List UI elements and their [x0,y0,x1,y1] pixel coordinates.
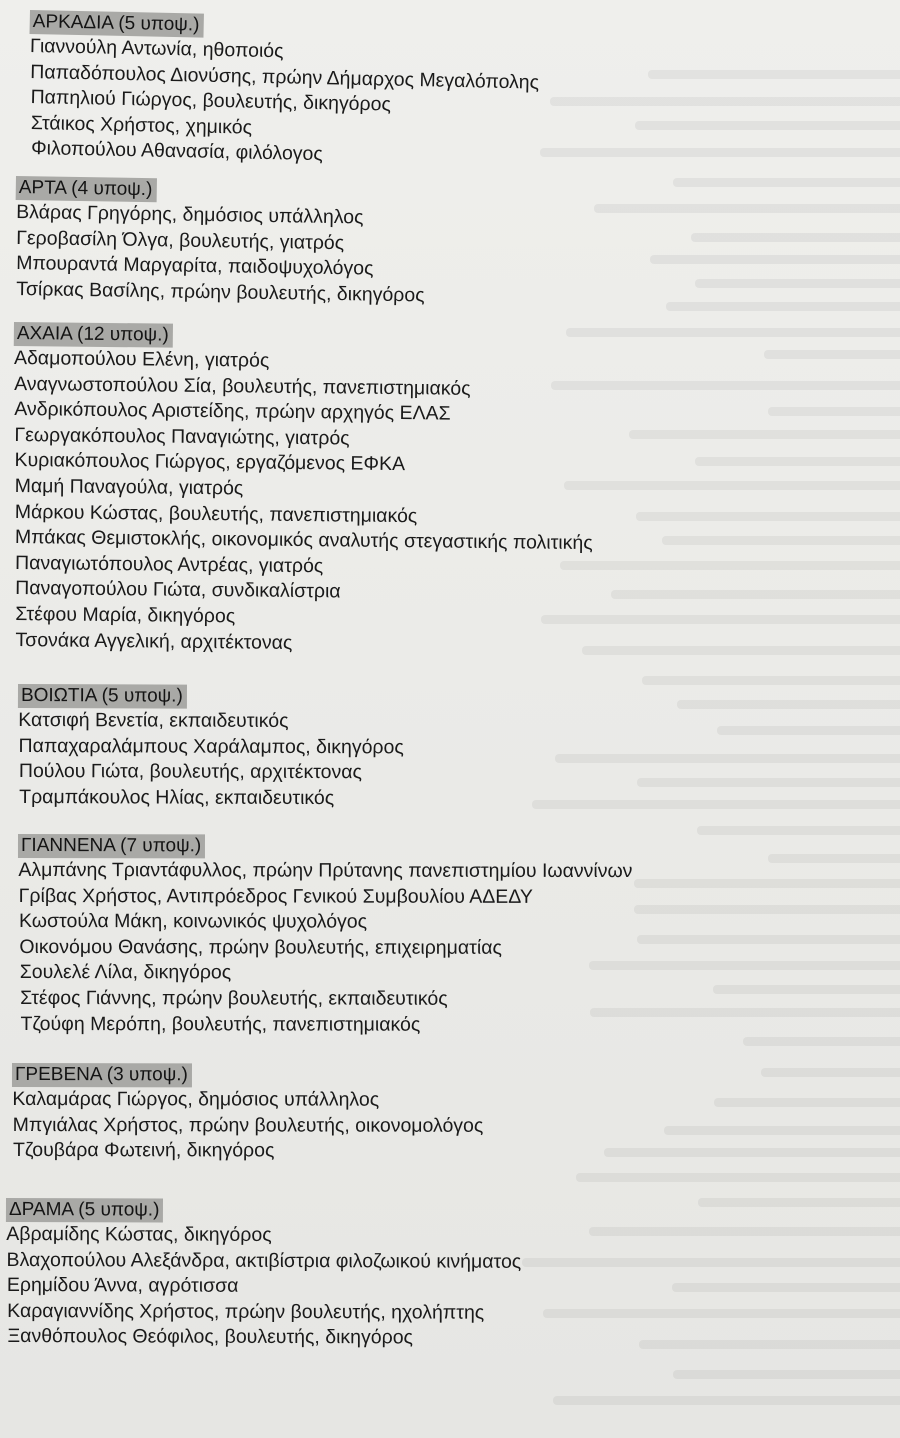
region-heading: ΑΡΤΑ (4 υποψ.) [16,176,157,202]
candidate-entry: Τσονάκα Αγγελική, αρχιτέκτονας [15,628,293,654]
region-section-arkadia [27,10,900,181]
candidate-entry: Γεωργακόπουλος Παναγιώτης, γιατρός [14,423,350,450]
candidate-entry: Στάικος Χρήστος, χημικός [30,111,253,139]
candidate-entry: Σουλελέ Λίλα, δικηγόρος [19,961,232,984]
candidate-entry: Ξανθόπουλος Θεόφιλος, βουλευτής, δικηγόρος [7,1325,414,1349]
candidate-entry: Παπαχαραλάμπους Χαράλαμπος, δικηγόρος [18,734,404,758]
candidate-entry: Μπγιάλας Χρήστος, πρώην βουλευτής, οικονομολόγος [12,1113,484,1137]
region-section-giannena [18,834,900,1039]
region-section-drama [5,1198,900,1353]
region-section-achaia [11,322,900,663]
candidate-entry: Κωστούλα Μάκη, κοινωνικός ψυχολόγος [19,910,368,933]
region-heading: ΓΡΕΒΕΝΑ (3 υποψ.) [12,1063,192,1087]
candidate-entry: Κατσιφή Βενετία, εκπαιδευτικός [18,709,289,732]
candidate-entry: Τραμπάκουλος Ηλίας, εκπαιδευτικός [19,785,335,809]
region-heading: ΓΙΑΝΝΕΝΑ (7 υποψ.) [18,834,205,858]
candidate-entry: Στέφος Γιάννης, πρώην βουλευτής, εκπαιδευτικός [20,986,448,1010]
candidate-entry: Οικονόμου Θανάσης, πρώην βουλευτής, επιχειρηματίας [19,935,502,959]
candidate-entry: Παναγοπούλου Γιώτα, συνδικαλίστρια [15,577,341,603]
region-section-arta [14,176,900,316]
candidate-entry: Μπουραντά Μαργαρίτα, παιδοψυχολόγος [16,252,374,280]
candidate-entry: Παπαδόπουλος Διονύσης, πρώην Δήμαρχος Μεγαλόπολης [30,60,540,94]
candidate-entry: Αναγνωστοπούλου Σία, βουλευτής, πανεπιστημιακός [14,372,471,400]
candidate-entry: Παπηλιού Γιώργος, βουλευτής, δικηγόρος [30,86,392,116]
candidate-entry: Ερημίδου Άννα, αγρότισσα [6,1274,239,1297]
region-heading: ΑΧΑΙΑ (12 υποψ.) [14,322,173,348]
candidate-entry: Πούλου Γιώτα, βουλευτής, αρχιτέκτονας [18,760,362,784]
candidate-entry: Τσίρκας Βασίλης, πρώην βουλευτής, δικηγόρος [16,277,425,307]
region-heading: ΒΟΙΩΤΙΑ (5 υποψ.) [18,684,187,709]
candidate-entry: Μαμή Παναγούλα, γιατρός [14,474,244,500]
candidate-entry: Μάρκου Κώστας, βουλευτής, πανεπιστημιακός [14,500,418,527]
candidate-entry: Βλαχοπούλου Αλεξάνδρα, ακτιβίστρια φιλοζωικού κινήματος [6,1248,522,1273]
candidate-entry: Φιλοπούλου Αθανασία, φιλόλογος [30,137,324,166]
candidate-entry: Γρίβας Χρήστος, Αντιπρόεδρος Γενικού Συμβουλίου ΑΔΕΔΥ [18,884,533,908]
candidate-entry: Παναγιωτόπουλος Αντρέας, γιατρός [14,551,324,578]
candidate-entry: Γεροβασίλη Όλγα, βουλευτής, γιατρός [16,226,345,254]
candidate-entry: Βλάρας Γρηγόρης, δημόσιος υπάλληλος [16,201,364,229]
candidate-entry: Μπάκας Θεμιστοκλής, οικονομικός αναλυτής στεγαστικής πολιτικής [14,526,593,555]
candidate-entry: Καραγιαννίδης Χρήστος, πρώην βουλευτής, ηχολήπτης [7,1299,485,1324]
candidate-entry: Στέφου Μαρία, δικηγόρος [15,602,236,628]
region-section-grevena [12,1063,900,1165]
candidate-entry: Καλαμάρας Γιώργος, δημόσιος υπάλληλος [12,1088,380,1111]
candidate-entry: Τζουβάρα Φωτεινή, δικηγόρος [13,1139,275,1162]
candidate-entry: Αλμπάνης Τριαντάφυλλος, πρώην Πρύτανης πανεπιστημίου Ιωαννίνων [18,859,633,883]
region-section-voiotia [18,684,900,814]
candidate-entry: Αδαμοπούλου Ελένη, γιατρός [13,347,270,372]
region-heading: ΑΡΚΑΔΙΑ (5 υποψ.) [29,10,203,38]
region-heading: ΔΡΑΜΑ (5 υποψ.) [6,1198,164,1223]
candidate-entry: Αβραμίδης Κώστας, δικηγόρος [6,1223,272,1246]
candidate-entry: Γιαννούλη Αντωνία, ηθοποιός [29,35,284,63]
candidate-entry: Ανδρικόπουλος Αριστείδης, πρώην αρχηγός ΕΛΑΣ [14,398,451,425]
candidate-entry: Τζούφη Μερόπη, βουλευτής, πανεπιστημιακός [20,1012,421,1036]
candidate-entry: Κυριακόπουλος Γιώργος, εργαζόμενος ΕΦΚΑ [14,449,406,476]
